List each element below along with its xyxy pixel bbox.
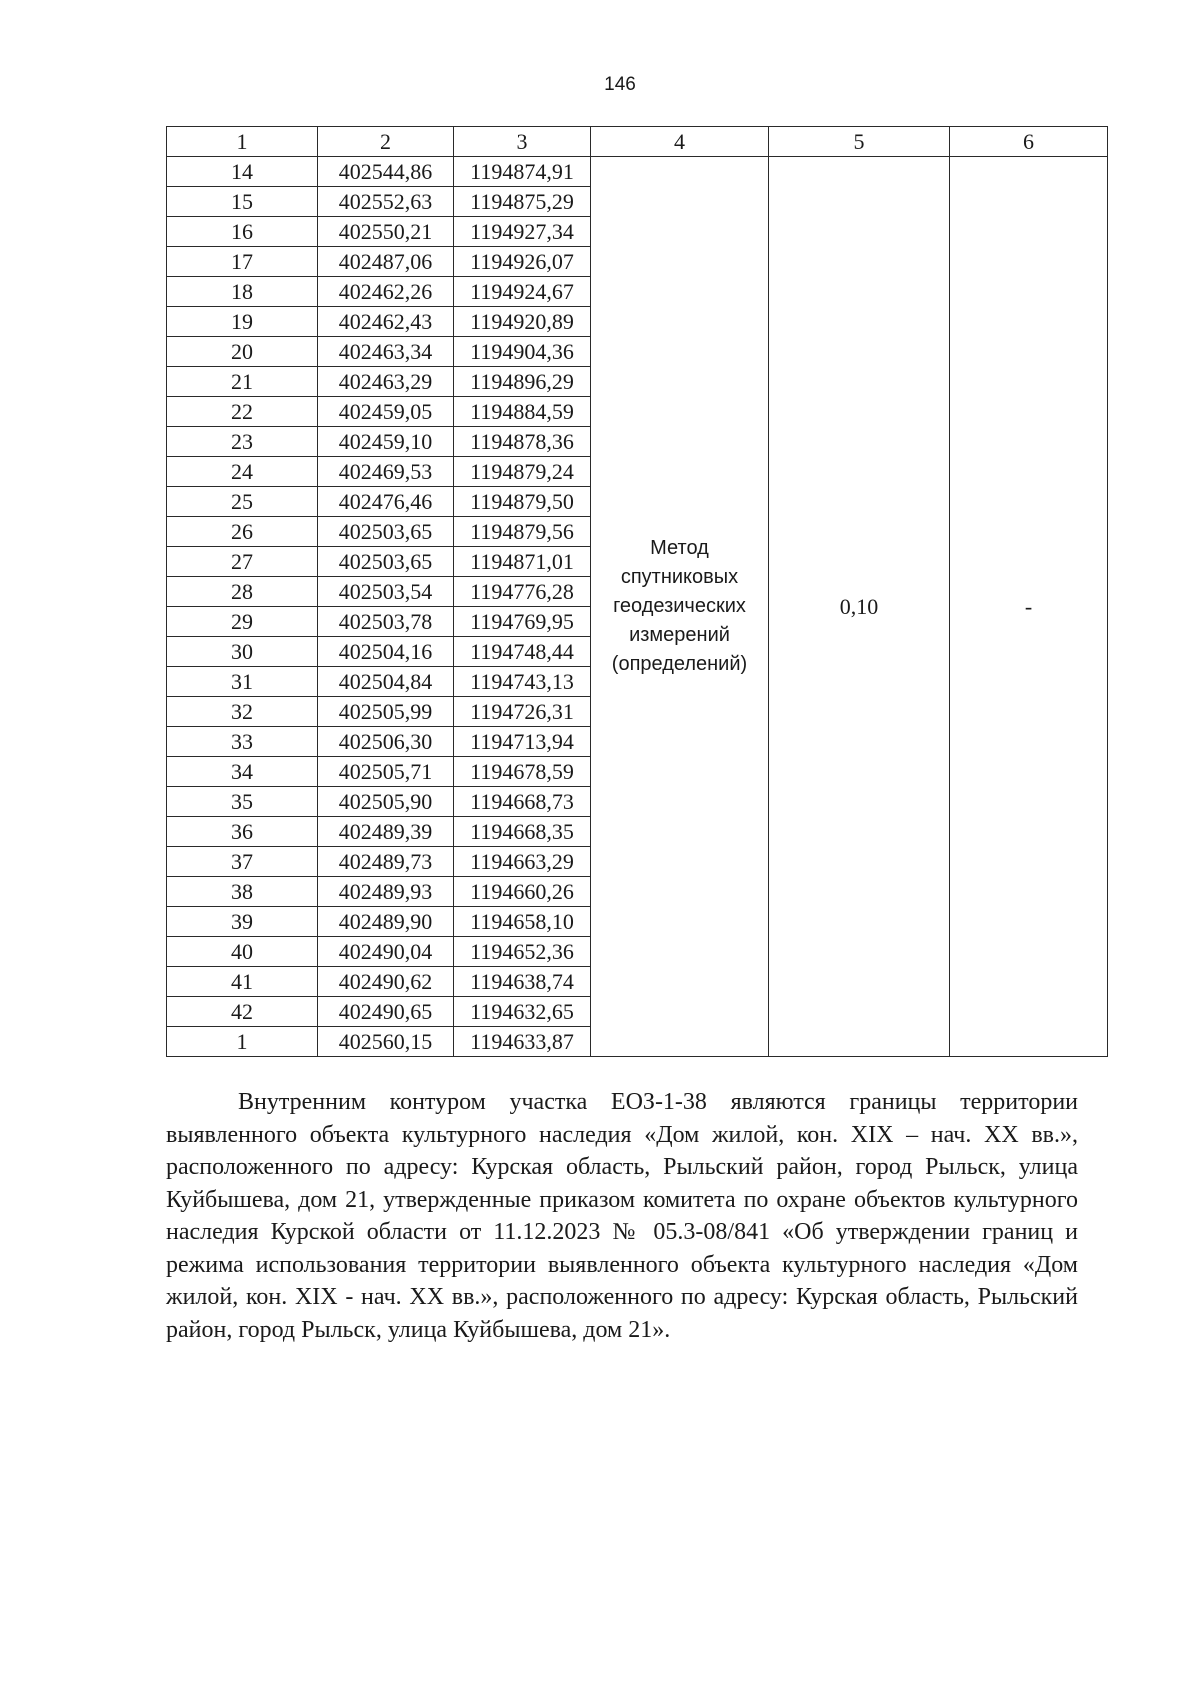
x-coordinate-cell: 402489,90 (318, 907, 454, 937)
y-coordinate-cell: 1194713,94 (454, 727, 591, 757)
point-number-cell: 18 (167, 277, 318, 307)
y-coordinate-cell: 1194668,73 (454, 787, 591, 817)
point-number-cell: 21 (167, 367, 318, 397)
y-coordinate-cell: 1194769,95 (454, 607, 591, 637)
x-coordinate-cell: 402505,71 (318, 757, 454, 787)
table-body (167, 157, 1108, 1057)
y-coordinate-cell: 1194926,07 (454, 247, 591, 277)
point-number-cell: 24 (167, 457, 318, 487)
x-coordinate-cell: 402504,16 (318, 637, 454, 667)
x-coordinate-cell: 402503,65 (318, 547, 454, 577)
point-number-cell: 1 (167, 1027, 318, 1057)
y-coordinate-cell: 1194633,87 (454, 1027, 591, 1057)
point-number-cell: 27 (167, 547, 318, 577)
point-number-cell: 42 (167, 997, 318, 1027)
point-number-cell: 34 (167, 757, 318, 787)
x-coordinate-cell: 402489,93 (318, 877, 454, 907)
x-coordinate-cell: 402476,46 (318, 487, 454, 517)
x-coordinate-cell: 402459,05 (318, 397, 454, 427)
y-coordinate-cell: 1194726,31 (454, 697, 591, 727)
y-coordinate-cell: 1194904,36 (454, 337, 591, 367)
y-coordinate-cell: 1194871,01 (454, 547, 591, 577)
x-coordinate-cell: 402503,78 (318, 607, 454, 637)
point-number-cell: 36 (167, 817, 318, 847)
y-coordinate-cell: 1194652,36 (454, 937, 591, 967)
x-coordinate-cell: 402462,26 (318, 277, 454, 307)
y-coordinate-cell: 1194743,13 (454, 667, 591, 697)
note-cell: - (950, 157, 1108, 1057)
point-number-cell: 29 (167, 607, 318, 637)
y-coordinate-cell: 1194748,44 (454, 637, 591, 667)
coordinates-table (166, 126, 1108, 1057)
y-coordinate-cell: 1194874,91 (454, 157, 591, 187)
header-cell: 6 (950, 127, 1108, 157)
point-number-cell: 23 (167, 427, 318, 457)
x-coordinate-cell: 402462,43 (318, 307, 454, 337)
y-coordinate-cell: 1194884,59 (454, 397, 591, 427)
x-coordinate-cell: 402503,65 (318, 517, 454, 547)
method-line: геодезических (613, 595, 746, 617)
point-number-cell: 26 (167, 517, 318, 547)
y-coordinate-cell: 1194920,89 (454, 307, 591, 337)
point-number-cell: 32 (167, 697, 318, 727)
x-coordinate-cell: 402463,29 (318, 367, 454, 397)
method-line: спутниковых (620, 566, 739, 588)
point-number-cell: 37 (167, 847, 318, 877)
accuracy-cell: 0,10 (769, 157, 950, 1057)
method-line: измерений (629, 624, 730, 646)
y-coordinate-cell: 1194878,36 (454, 427, 591, 457)
x-coordinate-cell: 402552,63 (318, 187, 454, 217)
table-row (167, 157, 1108, 187)
y-coordinate-cell: 1194896,29 (454, 367, 591, 397)
y-coordinate-cell: 1194875,29 (454, 187, 591, 217)
x-coordinate-cell: 402487,06 (318, 247, 454, 277)
x-coordinate-cell: 402489,39 (318, 817, 454, 847)
x-coordinate-cell: 402490,62 (318, 967, 454, 997)
x-coordinate-cell: 402550,21 (318, 217, 454, 247)
x-coordinate-cell: 402503,54 (318, 577, 454, 607)
x-coordinate-cell: 402560,15 (318, 1027, 454, 1057)
x-coordinate-cell: 402506,30 (318, 727, 454, 757)
point-number-cell: 25 (167, 487, 318, 517)
y-coordinate-cell: 1194663,29 (454, 847, 591, 877)
y-coordinate-cell: 1194879,50 (454, 487, 591, 517)
point-number-cell: 15 (167, 187, 318, 217)
point-number-cell: 35 (167, 787, 318, 817)
point-number-cell: 30 (167, 637, 318, 667)
y-coordinate-cell: 1194658,10 (454, 907, 591, 937)
body-paragraph: Внутренним контуром участка ЕОЗ-1-38 являются границы территории выявленного объекта культурного наследия «Дом жилой, кон. XIX – нач. XX вв.», расположенного по адресу: Курская область, Рыльский район, город Рыльск, улица Куйбышева, дом 21, утвержденные приказом комитета по охране объектов культурного наследия Курской области от 11.12.2023 № 05.3-08/841 «Об утверждении границ и режима использования территории выявленного объекта культурного наследия «Дом жилой, кон. XIX - нач. XX вв.», расположенного по адресу: Курская область, Рыльский район, город Рыльск, улица Куйбышева, дом 21». (166, 1089, 1078, 1343)
y-coordinate-cell: 1194638,74 (454, 967, 591, 997)
point-number-cell: 14 (167, 157, 318, 187)
x-coordinate-cell: 402469,53 (318, 457, 454, 487)
point-number-cell: 16 (167, 217, 318, 247)
x-coordinate-cell: 402505,90 (318, 787, 454, 817)
x-coordinate-cell: 402505,99 (318, 697, 454, 727)
point-number-cell: 41 (167, 967, 318, 997)
x-coordinate-cell: 402489,73 (318, 847, 454, 877)
x-coordinate-cell: 402463,34 (318, 337, 454, 367)
point-number-cell: 31 (167, 667, 318, 697)
y-coordinate-cell: 1194927,34 (454, 217, 591, 247)
point-number-cell: 17 (167, 247, 318, 277)
page-number: 146 (604, 74, 636, 95)
y-coordinate-cell: 1194776,28 (454, 577, 591, 607)
point-number-cell: 22 (167, 397, 318, 427)
x-coordinate-cell: 402490,65 (318, 997, 454, 1027)
y-coordinate-cell: 1194924,67 (454, 277, 591, 307)
point-number-cell: 28 (167, 577, 318, 607)
x-coordinate-cell: 402459,10 (318, 427, 454, 457)
x-coordinate-cell: 402490,04 (318, 937, 454, 967)
y-coordinate-cell: 1194879,56 (454, 517, 591, 547)
header-cell: 3 (454, 127, 591, 157)
table-header-row (167, 127, 1108, 157)
point-number-cell: 19 (167, 307, 318, 337)
point-number-cell: 39 (167, 907, 318, 937)
header-cell: 2 (318, 127, 454, 157)
y-coordinate-cell: 1194879,24 (454, 457, 591, 487)
x-coordinate-cell: 402504,84 (318, 667, 454, 697)
point-number-cell: 38 (167, 877, 318, 907)
y-coordinate-cell: 1194632,65 (454, 997, 591, 1027)
y-coordinate-cell: 1194660,26 (454, 877, 591, 907)
method-line: (определений) (611, 653, 748, 675)
y-coordinate-cell: 1194668,35 (454, 817, 591, 847)
header-cell: 4 (591, 127, 769, 157)
x-coordinate-cell: 402544,86 (318, 157, 454, 187)
header-cell: 5 (769, 127, 950, 157)
header-cell: 1 (167, 127, 318, 157)
method-cell (591, 157, 769, 1057)
y-coordinate-cell: 1194678,59 (454, 757, 591, 787)
point-number-cell: 20 (167, 337, 318, 367)
method-line: Метод (650, 537, 709, 559)
point-number-cell: 40 (167, 937, 318, 967)
point-number-cell: 33 (167, 727, 318, 757)
